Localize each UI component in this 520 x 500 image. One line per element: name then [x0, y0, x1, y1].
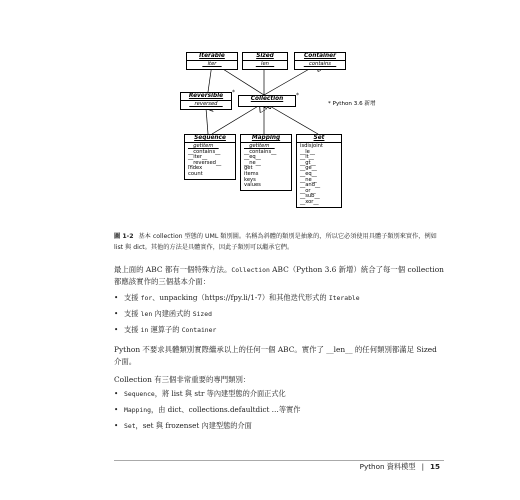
page-footer: [360, 462, 440, 472]
method-item: __ge__: [300, 165, 317, 172]
method-item: count: [188, 170, 203, 177]
paragraph-specializations: Collection 有三個非常重要的專門類別：: [114, 375, 251, 384]
paragraph-abc: [114, 264, 444, 288]
figure-label: 圖 1-2: [114, 233, 134, 240]
method-item: __contains__: [188, 148, 221, 155]
method-item: __xor__: [300, 198, 319, 205]
uml-class-mapping: [240, 134, 292, 191]
method-item: __getitem__: [244, 143, 275, 149]
uml-diagram: [160, 44, 420, 222]
method-item: __iter__: [202, 61, 222, 67]
uml-class-reversible: [180, 92, 232, 110]
method-item: __ne__: [300, 176, 317, 183]
collection-mark: *: [296, 92, 299, 99]
method-item: get: [244, 165, 253, 172]
uml-class-set: [296, 134, 342, 208]
uml-class-iterable: [186, 52, 238, 70]
list-item: • 支援 in 運算子的 Container: [114, 322, 444, 338]
class-name-set: Set: [297, 135, 341, 143]
method-item: __eq__: [244, 154, 261, 161]
list-item: • Set，set 與 frozenset 內建型態的介面: [114, 418, 444, 434]
method-item: __gt__: [300, 159, 316, 166]
inline-code: Collection: [231, 266, 270, 274]
page-number: 15: [429, 462, 440, 471]
class-name-iterable: Iterable: [187, 53, 237, 61]
inheritance-arrows: [160, 44, 420, 222]
uml-class-collection: [238, 95, 296, 107]
method-item: __or__: [300, 187, 316, 194]
method-item: __contains__: [244, 148, 277, 155]
footer-separator: |: [421, 462, 424, 471]
method-item: index: [188, 165, 203, 172]
figure-caption: [114, 232, 444, 253]
class-name-container: Container: [295, 53, 345, 61]
method-item: isdisjoint: [300, 143, 323, 149]
method-item: __ne__: [244, 159, 261, 166]
list-item: • Mapping，由 dict、collections.defaultdict …等實作: [114, 402, 444, 418]
method-item: __reversed__: [189, 101, 223, 107]
method-item: __len__: [255, 61, 275, 67]
class-name-sized: Sized: [243, 53, 287, 61]
interface-list: [114, 290, 444, 338]
class-name-sequence: Sequence: [185, 135, 235, 143]
chapter-title: Python 資料模型: [359, 462, 416, 471]
method-item: __contains__: [303, 61, 337, 67]
uml-class-sequence: [184, 134, 236, 180]
specialization-list: [114, 386, 444, 434]
reversible-mark: *: [232, 89, 235, 96]
method-item: __iter__: [188, 154, 208, 161]
method-item: items: [244, 170, 259, 177]
paragraph-text: ABC（Python 3.6 新增）統合了每一個 collection 都應該實作的三個基本介面：: [114, 265, 444, 286]
method-item: __sub__: [300, 193, 320, 200]
footer-divider: [114, 460, 444, 461]
class-name-mapping: Mapping: [241, 135, 291, 143]
method-item: keys: [244, 176, 256, 183]
method-item: values: [244, 182, 261, 189]
method-item: __reversed__: [188, 159, 222, 166]
method-item: __le__: [300, 148, 316, 155]
class-name-reversible: Reversible: [181, 93, 231, 101]
list-item: • 支援 for、unpacking（https://fpy.li/1-7）和其他迭代形式的 Iterable: [114, 290, 444, 306]
method-item: __lt__: [300, 154, 314, 161]
python-version-note: * Python 3.6 新增: [328, 101, 376, 107]
uml-class-sized: [242, 52, 288, 70]
list-item: • 支援 len 內建函式的 Sized: [114, 306, 444, 322]
list-item: • Sequence，將 list 與 str 等內建型態的介面正式化: [114, 386, 444, 402]
class-name-collection: Collection: [250, 96, 284, 102]
method-item: __getitem__: [188, 143, 219, 149]
paragraph-inheritance: Python 不要求具體類別實際繼承以上的任何一個 ABC。實作了 __len__ 的任何類別都滿足 Sized 介面。: [114, 345, 437, 366]
method-item: __and__: [300, 182, 321, 189]
caption-text: 基本 collection 型態的 UML 類別圖。名稱為斜體的類別是抽象的，所以它必須使用具體子類別來實作，例如 list 與 dict。其他的方法是具體實作，因此子類別可以繼承它們。: [114, 233, 437, 251]
method-item: __eq__: [300, 170, 317, 177]
paragraph-text: 最上面的 ABC 都有一個特殊方法。: [114, 265, 232, 274]
uml-class-container: [294, 52, 346, 70]
